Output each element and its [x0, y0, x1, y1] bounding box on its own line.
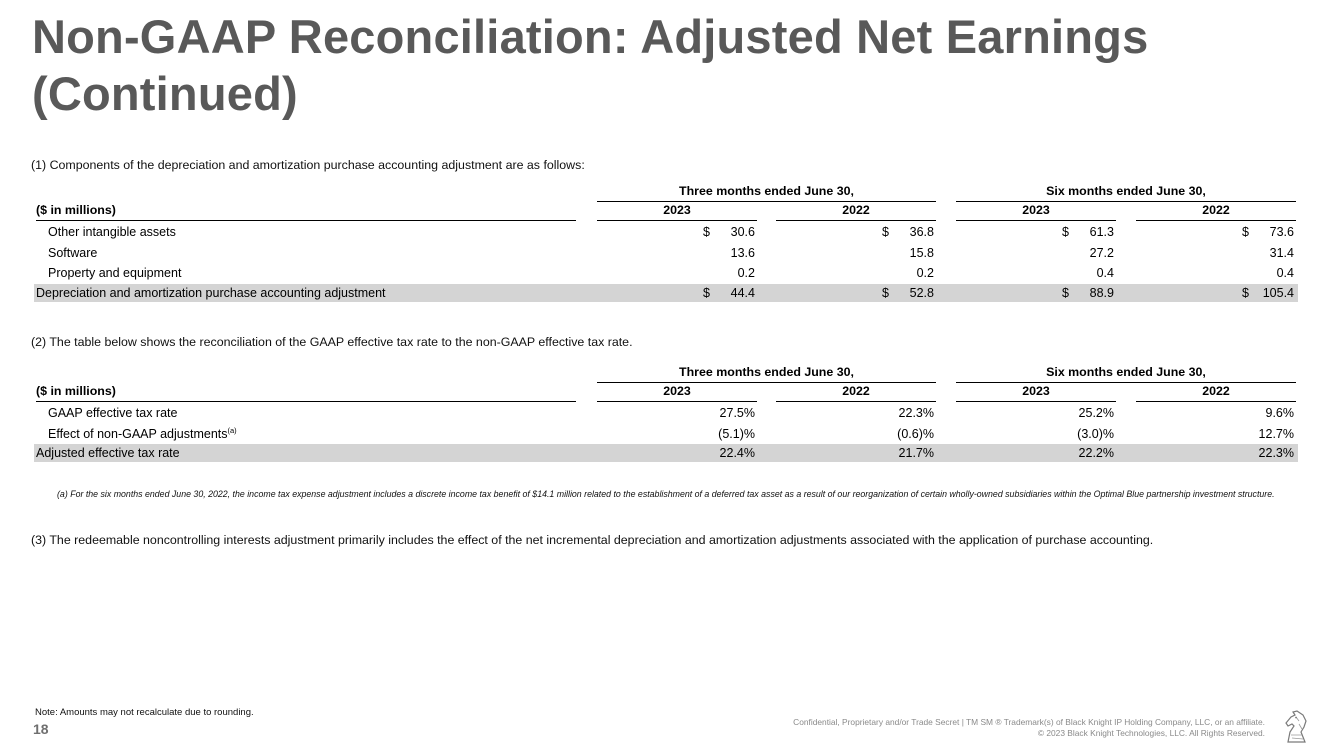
cell-value: 13.6	[730, 245, 755, 260]
knight-chess-piece-icon	[1279, 708, 1313, 744]
year-header: 2023	[956, 201, 1116, 221]
cell-value: (5.1)%	[718, 426, 755, 441]
period-header-row	[34, 182, 1298, 201]
cell-value: 22.3%	[898, 406, 934, 420]
year-header-row	[34, 201, 1298, 220]
cell-value: (3.0)%	[1077, 426, 1114, 441]
cell-value: 9.6%	[1265, 406, 1294, 420]
row-label: Software	[48, 245, 98, 260]
period-three-months: Three months ended June 30,	[597, 182, 936, 202]
units-label: ($ in millions)	[36, 201, 576, 221]
row-label: Property and equipment	[48, 266, 182, 280]
year-header: 2022	[776, 201, 936, 221]
cell-value: 12.7%	[1258, 426, 1294, 441]
total-value: 22.3%	[1258, 446, 1294, 460]
total-row	[34, 444, 1298, 462]
year-header: 2022	[1136, 201, 1296, 221]
cell-value: 61.3	[1089, 225, 1114, 239]
total-value: 21.7%	[898, 446, 934, 460]
period-three-months: Three months ended June 30,	[597, 363, 936, 383]
cell-value: 30.6	[730, 225, 755, 239]
dollar-sign: $	[1062, 285, 1069, 300]
cell-value: 36.8	[909, 225, 934, 239]
depreciation-table	[34, 182, 1298, 302]
cell-value: 31.4	[1269, 245, 1294, 260]
table-row	[34, 243, 1298, 264]
cell-value: 25.2%	[1078, 406, 1114, 420]
cell-value: 15.8	[909, 245, 934, 260]
year-header: 2023	[597, 201, 757, 221]
row-label: Other intangible assets	[48, 225, 176, 239]
total-value: 22.2%	[1078, 446, 1114, 460]
page-number: 18	[33, 721, 49, 737]
total-value: 105.4	[1262, 285, 1294, 300]
total-label: Depreciation and amortization purchase accounting adjustment	[36, 285, 386, 300]
cell-value: 0.4	[1276, 266, 1294, 280]
total-row	[34, 284, 1298, 302]
year-header: 2022	[776, 382, 936, 402]
dollar-sign: $	[1242, 285, 1249, 300]
note-1: (1) Components of the depreciation and amortization purchase accounting adjustment are as follows:	[31, 158, 585, 172]
copyright-line: © 2023 Black Knight Technologies, LLC. All Rights Reserved.	[1037, 728, 1265, 738]
cell-value: 0.4	[1096, 266, 1114, 280]
note-2: (2) The table below shows the reconciliation of the GAAP effective tax rate to the non-GAAP effective tax rate.	[31, 335, 633, 349]
year-header: 2023	[597, 382, 757, 402]
rounding-note: Note: Amounts may not recalculate due to rounding.	[35, 707, 254, 718]
units-label: ($ in millions)	[36, 382, 576, 402]
period-six-months: Six months ended June 30,	[956, 182, 1296, 202]
dollar-sign: $	[1062, 225, 1069, 239]
dollar-sign: $	[703, 225, 710, 239]
total-value: 44.4	[730, 285, 755, 300]
tax-rate-table	[34, 363, 1298, 462]
page-title: Non-GAAP Reconciliation: Adjusted Net Earnings (Continued)	[32, 10, 1149, 120]
period-header-row	[34, 363, 1298, 382]
total-label: Adjusted effective tax rate	[36, 446, 180, 460]
total-value: 52.8	[909, 285, 934, 300]
total-value: 88.9	[1089, 285, 1114, 300]
note-3: (3) The redeemable noncontrolling interests adjustment primarily includes the effect of the net incremental depreciation and amortization adjustments associated with the application of purchase accounting.	[31, 533, 1154, 547]
table-row	[34, 222, 1298, 243]
dollar-sign: $	[882, 285, 889, 300]
table-row	[34, 403, 1298, 424]
cell-value: 27.2	[1089, 245, 1114, 260]
footnote-marker: (a)	[227, 425, 237, 435]
year-header: 2022	[1136, 382, 1296, 402]
year-header-row	[34, 382, 1298, 401]
dollar-sign: $	[882, 225, 889, 239]
year-header: 2023	[956, 382, 1116, 402]
cell-value: 73.6	[1269, 225, 1294, 239]
row-label: GAAP effective tax rate	[48, 406, 178, 420]
confidential-line: Confidential, Proprietary and/or Trade Secret | TM SM ® Trademark(s) of Black Knight IP Holding Company, LLC, or an affiliate.	[793, 717, 1265, 727]
period-six-months: Six months ended June 30,	[956, 363, 1296, 383]
table-row	[34, 263, 1298, 284]
cell-value: 27.5%	[719, 406, 755, 420]
cell-value: (0.6)%	[897, 426, 934, 441]
confidentiality-footer	[793, 717, 1265, 739]
cell-value: 0.2	[737, 266, 755, 280]
cell-value: 0.2	[916, 266, 934, 280]
table-row	[34, 424, 1298, 445]
total-value: 22.4%	[719, 446, 755, 460]
row-label	[48, 424, 237, 445]
dollar-sign: $	[703, 285, 710, 300]
footnote-a: (a) For the six months ended June 30, 2022, the income tax expense adjustment includes a discrete income tax benefit of $14.1 million related to the establishment of a deferred tax asset as a result of our reorganization of certain wholly-owned subsidiaries within the Optimal Blue partnership investment structure.	[57, 489, 1275, 499]
dollar-sign: $	[1242, 225, 1249, 239]
row-label-text: Effect of non-GAAP adjustments	[48, 426, 228, 441]
